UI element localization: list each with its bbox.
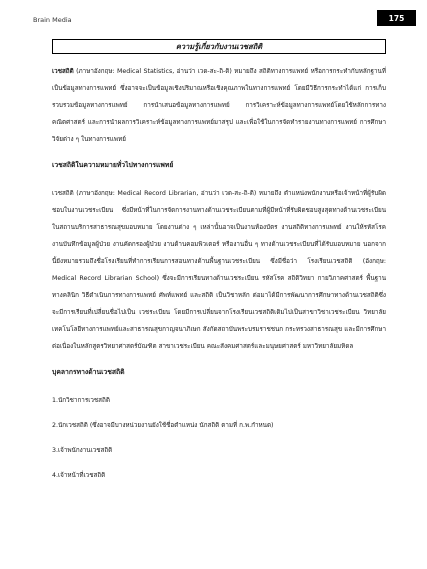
brand-name: Brain Media — [33, 16, 72, 24]
personnel-list-item: 3.เจ้าพนักงานเวชสถิติ — [52, 447, 113, 454]
page-number-badge: 175 — [377, 10, 416, 26]
personnel-list-item: 4.เจ้าหน้าที่เวชสถิติ — [52, 472, 106, 479]
general-meaning-paragraph: เวชสถิติ (ภาษาอังกฤษ: Medical Record Librarian, อ่านว่า เวด-สะ-ถิ-ติ) หมายถึง ตำแหน่งพนักงานหรือเจ้าหน้าที่ผู้รับผิดชอบในงานเวชระเบียน ซึ่งมีหน้าที่ในการจัดการงานทางด้านเวชระเบียนตามที่ผู้มีหน้าที่รับผิดชอบสูงสุดทางด้านเวชระเบียนในสถานบริการสาธารณสุขมอบหมาย โดยงานต่าง ๆ เหล่านั้นอาจเป็นงานห้องบัตร งานสถิติทางการแพทย์ งานให้รหัสโรค งานบันทึกข้อมูลผู้ป่วย งานคัดกรองผู้ป่วย งานด้านคอมพิวเตอร์ หรืองานอื่น ๆ ทางด้านเวชระเบียนที่ได้รับมอบหมาย นอกจากนี้ยังหมายรวมถึงชื่อโรงเรียนที่ทำการเรียนการสอนทางด้านพื้นฐานเวชระเบียน ซึ่งมีชื่อว่า โรงเรียนเวชสถิติ (อังกฤษ: Medical Record Librarian School) ซึ่งจะมีการเรียนทางด้านเวชระเบียน รหัสโรค สถิติวิทยา กายวิภาคศาสตร์ พื้นฐานทางคลินิก วิธีดำเนินการทางการแพทย์ ศัพท์แพทย์ และสถิติ เป็นวิชาหลัก ต่อมาได้มีการพัฒนาการศึกษาทางด้านเวชสถิติซึ่งจะมีการเรียนที่เปลี่ยนชื่อไปเป็น เวชระเบียน โดยมีการเปลี่ยนจากโรงเรียนเวชสถิติเดิมไปเป็นสาขาวิชาเวชระเบียน วิทยาลัยเทคโนโลยีทางการแพทย์และสาธารณสุขกาญจนาภิเษก สังกัดสถาบันพระบรมราชชนก กระทรวงสาธารณสุข และมีการศึกษาต่อเนื่องในหลักสูตรวิทยาศาสตร์บัณฑิต สาขาเวชระเบียน คณะสังคมศาสตร์และมนุษยศาสตร์ มหาวิทยาลัยมหิดล — [52, 190, 386, 350]
personnel-list-item: 2.นักเวชสถิติ (ซึ่งอาจมีบางหน่วยงานยังใช้ชื่อตำแหน่ง นักสถิติ ตามที่ ก.พ.กำหนด) — [52, 422, 274, 429]
section-heading-personnel: บุคลากรทางด้านเวชสถิติ — [52, 368, 125, 376]
intro-lead-term: เวชสถิติ — [52, 68, 74, 75]
personnel-list-item: 1.นักวิชาการเวชสถิติ — [52, 397, 110, 404]
chapter-title: ความรู้เกี่ยวกับงานเวชสถิติ — [52, 39, 386, 54]
section-heading-general-meaning: เวชสถิติในความหมายทั่วไปทางการแพทย์ — [52, 161, 174, 169]
intro-paragraph — [52, 63, 386, 148]
page-body — [52, 63, 386, 492]
intro-text: (ภาษาอังกฤษ: Medical Statistics, อ่านว่า เวด-สะ-ถิ-ติ) หมายถึง สถิติทางการแพทย์ หรือการกระทำกับหลักฐานที่เป็นข้อมูลทางการแพทย์ ซึ่งอาจจะเป็นข้อมูลเชิงปริมาณหรือเชิงคุณภาพในทางการแพทย์ โดยมีวิธีการกระทำได้แก่ การเก็บรวบรวมข้อมูลทางการแพทย์ การนำเสนอข้อมูลทางการแพทย์ การวิเคราะห์ข้อมูลทางการแพทย์โดยใช้หลักการทางคณิตศาสตร์ และการนำผลการวิเคราะห์ข้อมูลทางการแพทย์มาสรุป และเพื่อใช้ในการจัดทำรายงานทางการแพทย์ การศึกษาวิจัยต่าง ๆ ในทางการแพทย์ — [52, 68, 386, 143]
